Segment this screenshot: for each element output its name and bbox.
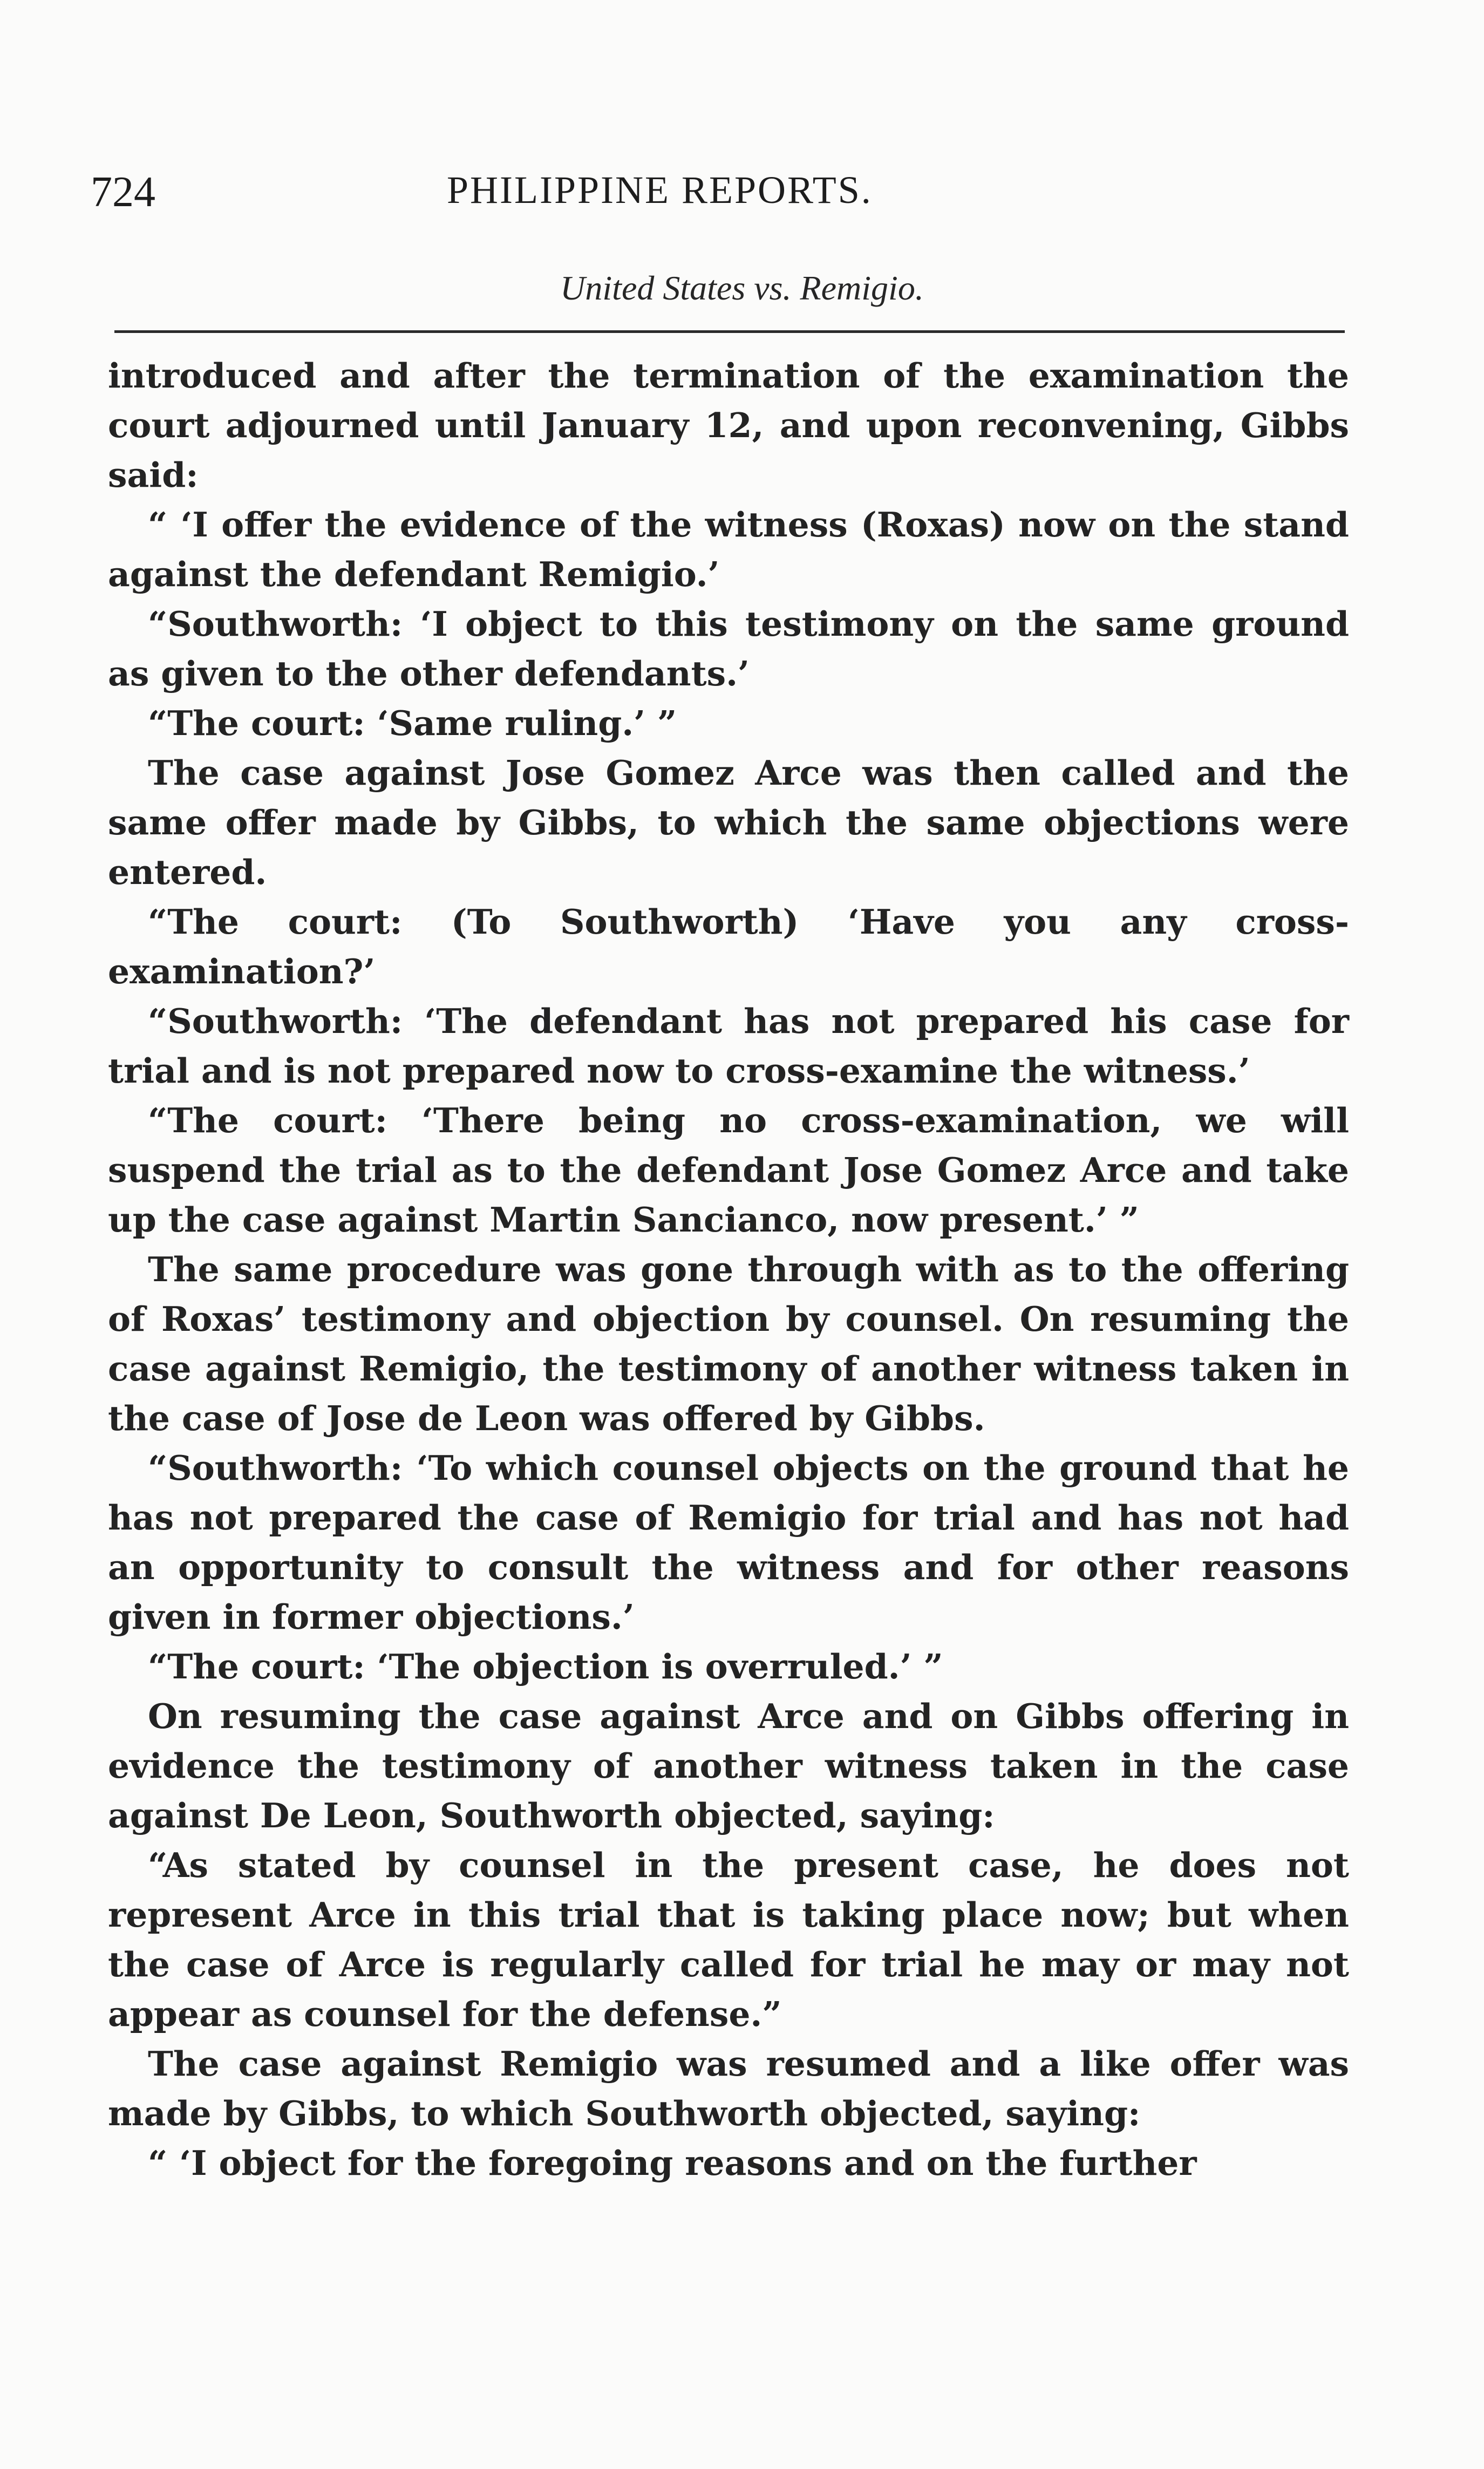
paragraph: “The court: (To Southworth) ‘Have you any cross-examination?’ <box>108 902 1349 991</box>
paragraph: “ ‘I offer the evidence of the witness (Roxas) now on the stand against the defendant Remigio.’ <box>108 505 1349 594</box>
paragraph: “Southworth: ‘To which counsel objects on the ground that he has not prepared the case of Remigio for trial and has not had an opportunity to consult the witness and for other reasons given in former objections.’ <box>108 1448 1349 1637</box>
paragraph: “ ‘I object for the foregoing reasons and on the further <box>148 2143 1197 2183</box>
paragraph: “The court: ‘The objection is overruled.’ ” <box>148 1647 943 1686</box>
paragraph: “Southworth: ‘The defendant has not prepared his case for trial and is not prepared now to cross-examine the witness.’ <box>108 1001 1349 1091</box>
paragraph: “The court: ‘Same ruling.’ ” <box>148 703 677 743</box>
header-divider <box>114 330 1345 333</box>
journal-title: PHILIPPINE REPORTS. <box>447 168 873 212</box>
paragraph: “As stated by counsel in the present case, he does not represent Arce in this trial that is taking place now; but when the case of Arce is regularly called for trial he may or may not appear as counsel for the defense.” <box>108 1845 1349 2034</box>
page-number: 724 <box>91 168 155 216</box>
paragraph: The case against Jose Gomez Arce was then called and the same offer made by Gibbs, to which the same objections were entered. <box>108 753 1349 892</box>
paragraph: “The court: ‘There being no cross-examination, we will suspend the trial as to the defendant Jose Gomez Arce and take up the case against Martin Sancianco, now present.’ ” <box>108 1100 1349 1240</box>
paragraph: The same procedure was gone through with as to the offering of Roxas’ testimony and objection by counsel. On resuming the case against Remigio, the testimony of another witness taken in the case of Jose de Leon was offered by Gibbs. <box>108 1249 1349 1438</box>
body-text <box>108 351 1349 2188</box>
running-head <box>91 168 1353 241</box>
paragraph: The case against Remigio was resumed and a like offer was made by Gibbs, to which Southworth objected, saying: <box>108 2044 1349 2133</box>
paragraph: introduced and after the termination of the examination the court adjourned until January 12, and upon reconvening, Gibbs said: <box>108 356 1349 495</box>
case-caption: United States vs. Remigio. <box>560 269 924 307</box>
paragraph: “Southworth: ‘I object to this testimony on the same ground as given to the other defendants.’ <box>108 604 1349 693</box>
paragraph: On resuming the case against Arce and on Gibbs offering in evidence the testimony of another witness taken in the case against De Leon, Southworth objected, saying: <box>108 1696 1349 1835</box>
